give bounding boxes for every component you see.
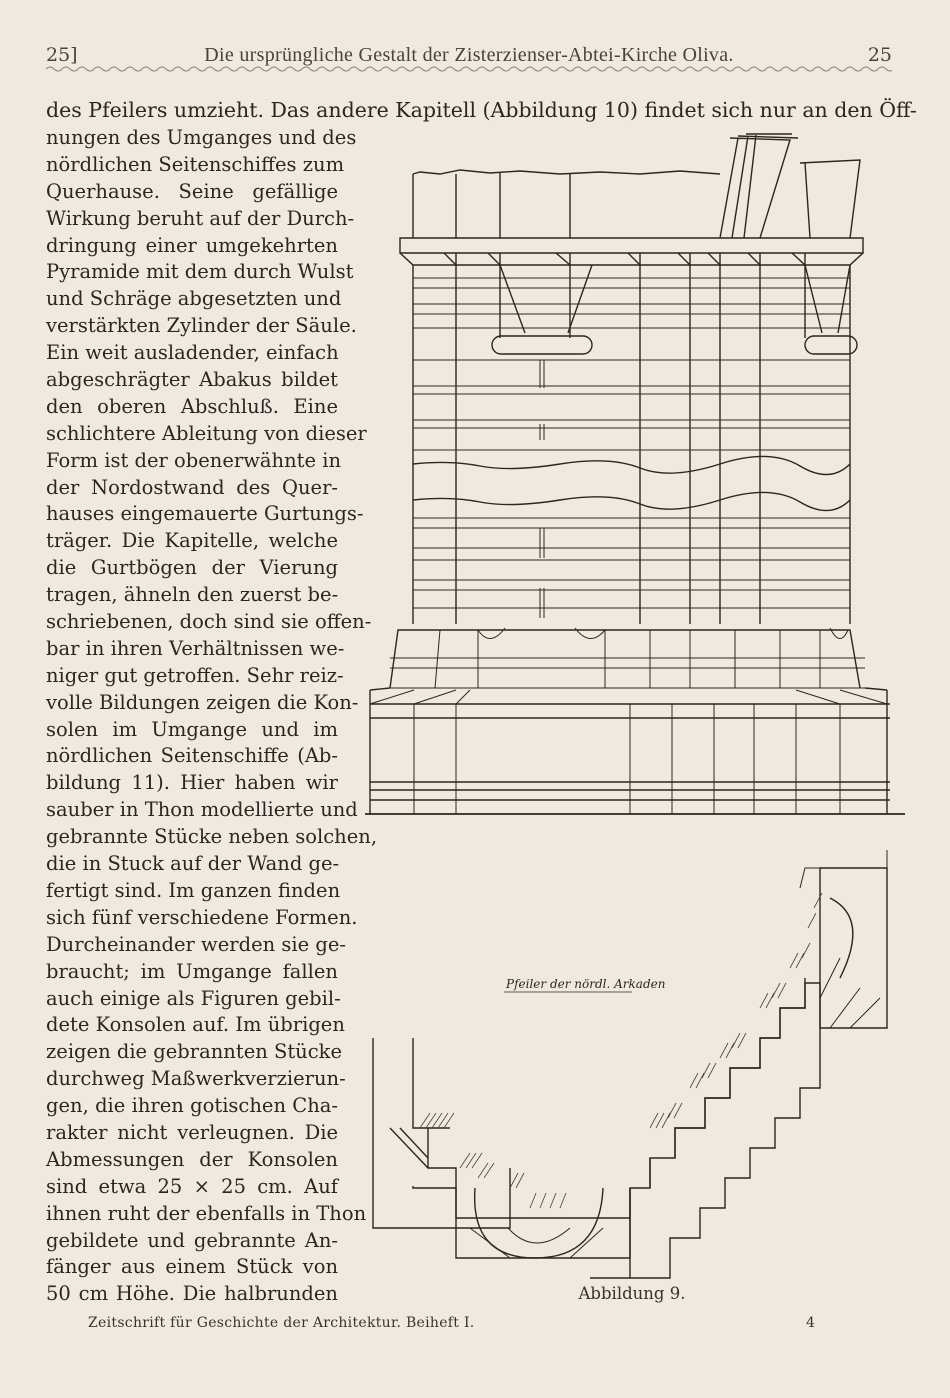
- footer-sheet-number: 4: [806, 1315, 815, 1331]
- text-line: den oberen Abschluß. Eine: [46, 394, 338, 418]
- text-line: bar in ihren Verhältnissen we-: [46, 636, 345, 660]
- text-line: fänger aus einem Stück von: [46, 1255, 338, 1279]
- text-line: auch einige als Figuren gebil-: [46, 986, 341, 1010]
- text-line: gebrannte Stücke neben solchen,: [46, 825, 378, 849]
- text-line: gen, die ihren gotischen Cha-: [46, 1094, 338, 1118]
- text-line: sich fünf verschiedene Formen.: [46, 905, 358, 929]
- page-number-left: 25]: [46, 44, 78, 66]
- text-line: dete Konsolen auf. Im übrigen: [46, 1013, 345, 1037]
- pier-elevation: [365, 134, 905, 814]
- text-line: niger gut getroffen. Sehr reiz-: [46, 663, 344, 687]
- text-line: Pyramide mit dem durch Wulst: [46, 260, 354, 284]
- text-line: und Schräge abgesetzten und: [46, 287, 342, 311]
- text-line: Form ist der obenerwähnte in: [46, 448, 342, 472]
- page-number-right: 25: [867, 44, 892, 66]
- text-line: dringung einer umgekehrten: [46, 233, 338, 257]
- text-line: gebildete und gebrannte An-: [46, 1228, 338, 1252]
- text-line: zeigen die gebrannten Stücke: [46, 1040, 343, 1064]
- text-line: Wirkung beruht auf der Durch-: [46, 206, 355, 230]
- text-line: tragen, ähneln den zuerst be-: [46, 583, 339, 607]
- text-line: 50 cm Höhe. Die halbrunden: [46, 1282, 338, 1306]
- text-line: sind etwa 25 × 25 cm. Auf: [46, 1174, 338, 1198]
- text-line: hauses eingemauerte Gurtungs-: [46, 502, 364, 526]
- text-line: fertigt sind. Im ganzen finden: [46, 878, 341, 902]
- text-line: verstärkten Zylinder der Säule.: [46, 314, 357, 338]
- text-line: nungen des Umganges und des: [46, 126, 357, 149]
- text-line: solen im Umgange und im: [46, 717, 338, 741]
- text-line: Abmessungen der Konsolen: [46, 1147, 338, 1171]
- header-wavy-rule: [46, 64, 892, 74]
- text-line: Ein weit ausladender, einfach: [46, 341, 339, 365]
- text-line: die Gurtbögen der Vierung: [46, 556, 338, 580]
- text-line: braucht; im Umgange fallen: [46, 959, 338, 983]
- text-line: der Nordostwand des Quer-: [46, 475, 338, 499]
- text-line: bildung 11). Hier haben wir: [46, 771, 338, 795]
- text-line: Querhause. Seine gefällige: [46, 179, 338, 203]
- text-column: [46, 125, 378, 1308]
- pier-plan: [373, 850, 887, 1278]
- text-line: ihnen ruht der ebenfalls in Thon: [46, 1201, 367, 1225]
- text-line: Durcheinander werden sie ge-: [46, 932, 346, 956]
- text-line: rakter nicht verleugnen. Die: [46, 1120, 338, 1144]
- footer-journal: Zeitschrift für Geschichte der Architektur. Beiheft I.: [88, 1315, 475, 1331]
- text-line: nördlichen Seitenschiffes zum: [46, 152, 345, 176]
- plan-label: Pfeiler der nördl. Arkaden: [506, 977, 666, 991]
- figure-caption: Abbildung 9.: [578, 1284, 686, 1303]
- text-line: durchweg Maßwerkverzierun-: [46, 1067, 346, 1091]
- text-line: sauber in Thon modellierte und: [46, 798, 358, 822]
- text-line: schlichtere Ableitung von dieser: [46, 421, 367, 445]
- text-line: nördlichen Seitenschiffe (Ab-: [46, 744, 338, 768]
- text-line: volle Bildungen zeigen die Kon-: [46, 690, 359, 714]
- figure-9-drawing: [360, 128, 905, 1298]
- text-line: die in Stuck auf der Wand ge-: [46, 852, 340, 876]
- text-line: schriebenen, doch sind sie offen-: [46, 610, 372, 634]
- running-title: Die ursprüngliche Gestalt der Zisterzienser-Abtei-Kirche Oliva.: [204, 44, 734, 66]
- lead-paragraph-line: des Pfeilers umzieht. Das andere Kapitell (Abbildung 10) findet sich nur an den Öff-: [46, 98, 917, 122]
- text-line: träger. Die Kapitelle, welche: [46, 529, 338, 553]
- text-line: abgeschrägter Abakus bildet: [46, 368, 338, 392]
